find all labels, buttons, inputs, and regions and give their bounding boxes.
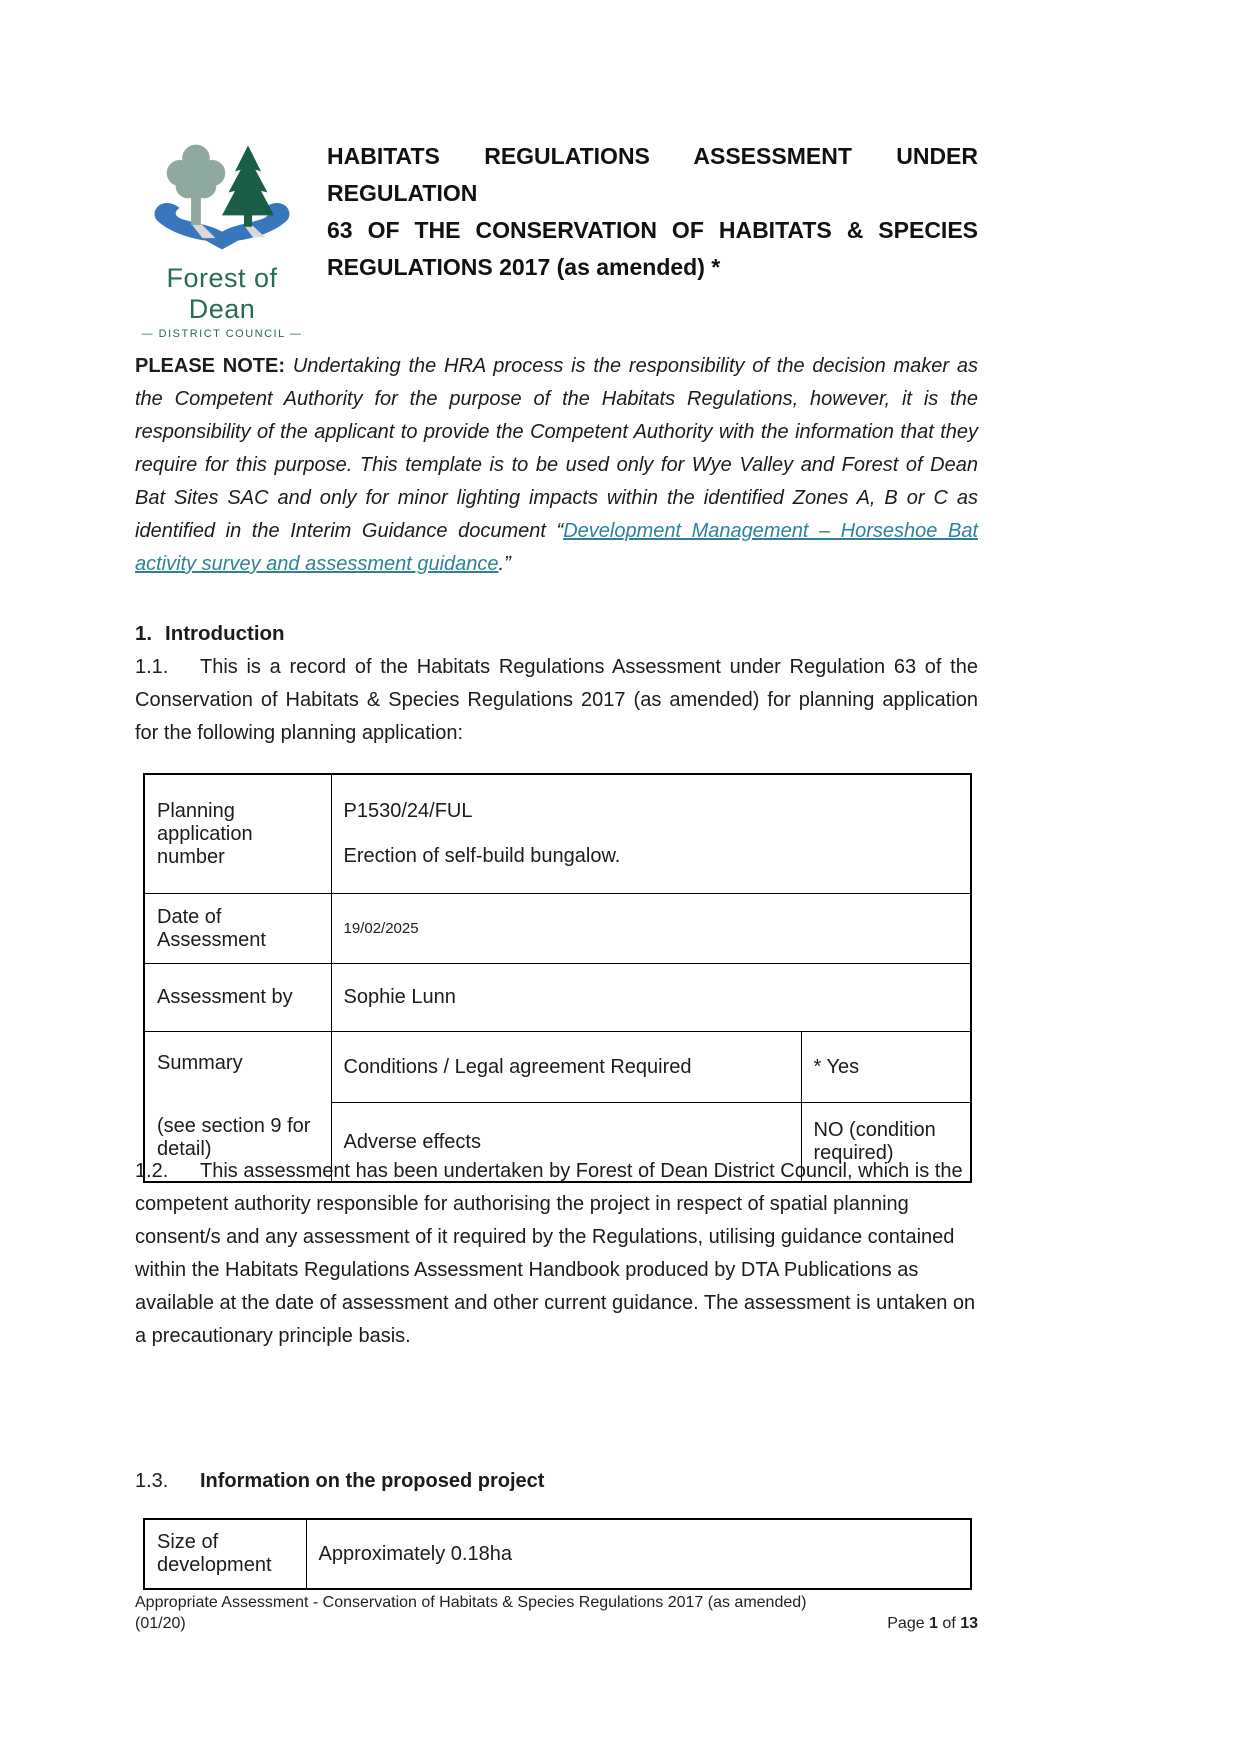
section-1-3-heading xyxy=(135,1465,978,1498)
forest-of-dean-logo xyxy=(131,134,313,340)
footer-version: (01/20) xyxy=(135,1615,186,1632)
paragraph-1-1-text: This is a record of the Habitats Regulations Assessment under Regulation 63 of the Conservation of Habitats & Species Regulations 2017 (as amended) for planning application for the following planning application: xyxy=(135,656,978,744)
guidance-hyperlink[interactable]: Development Management – Horseshoe Bat activity survey and assessment guidance xyxy=(135,520,979,575)
size-of-development-label: Size of development xyxy=(144,1519,306,1589)
application-description: Erection of self-build bungalow. xyxy=(343,845,621,867)
document-title xyxy=(327,138,978,286)
please-note-paragraph xyxy=(135,350,978,581)
summary-label: Summary (see section 9 for detail) xyxy=(144,1032,331,1183)
section-1-heading xyxy=(135,617,978,650)
please-note-suffix: .” xyxy=(498,553,511,575)
paragraph-1-1-number: 1.1. xyxy=(135,656,169,678)
document-title-line-2: 63 OF THE CONSERVATION OF HABITATS & SPECIES xyxy=(327,217,978,243)
table-row xyxy=(144,1519,971,1589)
conifer-tree-shape xyxy=(222,145,274,226)
proposed-project-table xyxy=(143,1518,972,1590)
paragraph-1-2-text: This assessment has been undertaken by Forest of Dean District Council, which is the competent authority responsible for authorising the project in respect of spatial planning consent/s and any assessment of it required by the Regulations, utilising guidance contained within the Habitats Regulations Assessment Handbook produced by DTA Publications as available at the date of assessment and other current guidance. The assessment is untaken on a precautionary principle basis. xyxy=(135,1160,976,1347)
footer-page-label: Page 1 of 13 xyxy=(887,1615,978,1632)
assessment-by-label: Assessment by xyxy=(144,964,331,1032)
footer-page-number: 1 xyxy=(929,1615,938,1632)
footer-page-total: 13 xyxy=(960,1615,978,1632)
section-1-number: 1. xyxy=(135,622,153,645)
assessment-by-value: Sophie Lunn xyxy=(331,964,971,1032)
logo-name: Forest of Dean xyxy=(166,263,278,324)
table-row xyxy=(144,964,971,1032)
table-row xyxy=(144,1032,971,1103)
section-1-3-title: Information on the proposed project xyxy=(200,1470,545,1492)
adverse-effects-value: NO (condition required) xyxy=(801,1103,971,1183)
adverse-effects-label: Adverse effects xyxy=(331,1103,801,1183)
planning-application-table xyxy=(143,773,972,1183)
document-title-line-3: REGULATIONS 2017 (as amended) * xyxy=(327,254,721,280)
document-title-line-1: HABITATS REGULATIONS ASSESSMENT UNDER REGULATION xyxy=(327,143,978,206)
size-of-development-value: Approximately 0.18ha xyxy=(306,1519,971,1589)
footer-document-title: Appropriate Assessment - Conservation of Habitats & Species Regulations 2017 (as amended) xyxy=(135,1594,807,1611)
planning-application-number-label: Planning application number xyxy=(144,774,331,894)
page-footer xyxy=(135,1592,978,1634)
please-note-body: Undertaking the HRA process is the responsibility of the decision maker as the Competent Authority for the purpose of the Habitats Regulations, however, it is the responsibility of the applicant to provide the Competent Authority with the information that they require for this purpose. This template is to be used only for Wye Valley and Forest of Dean Bat Sites SAC and only for minor lighting impacts within the identified Zones A, B or C as identified in the Interim Guidance document “ xyxy=(135,355,978,542)
date-of-assessment-label: Date of Assessment xyxy=(144,894,331,964)
paragraph-1-2 xyxy=(135,1155,978,1353)
conditions-required-label: Conditions / Legal agreement Required xyxy=(331,1032,801,1103)
conditions-required-value: * Yes xyxy=(801,1032,971,1103)
please-note-label: PLEASE NOTE: xyxy=(135,355,286,377)
table-row xyxy=(144,774,971,894)
date-of-assessment-value: 19/02/2025 xyxy=(331,894,971,964)
paragraph-1-1 xyxy=(135,651,978,750)
logo-trees-water-icon xyxy=(131,134,313,256)
planning-application-number-value xyxy=(331,774,971,894)
section-1-title: Introduction xyxy=(165,622,285,645)
paragraph-1-2-number: 1.2. xyxy=(135,1160,169,1182)
section-1-3-number: 1.3. xyxy=(135,1470,169,1492)
application-reference: P1530/24/FUL xyxy=(343,800,473,822)
logo-subtitle: — DISTRICT COUNCIL — xyxy=(141,328,303,340)
table-row xyxy=(144,894,971,964)
